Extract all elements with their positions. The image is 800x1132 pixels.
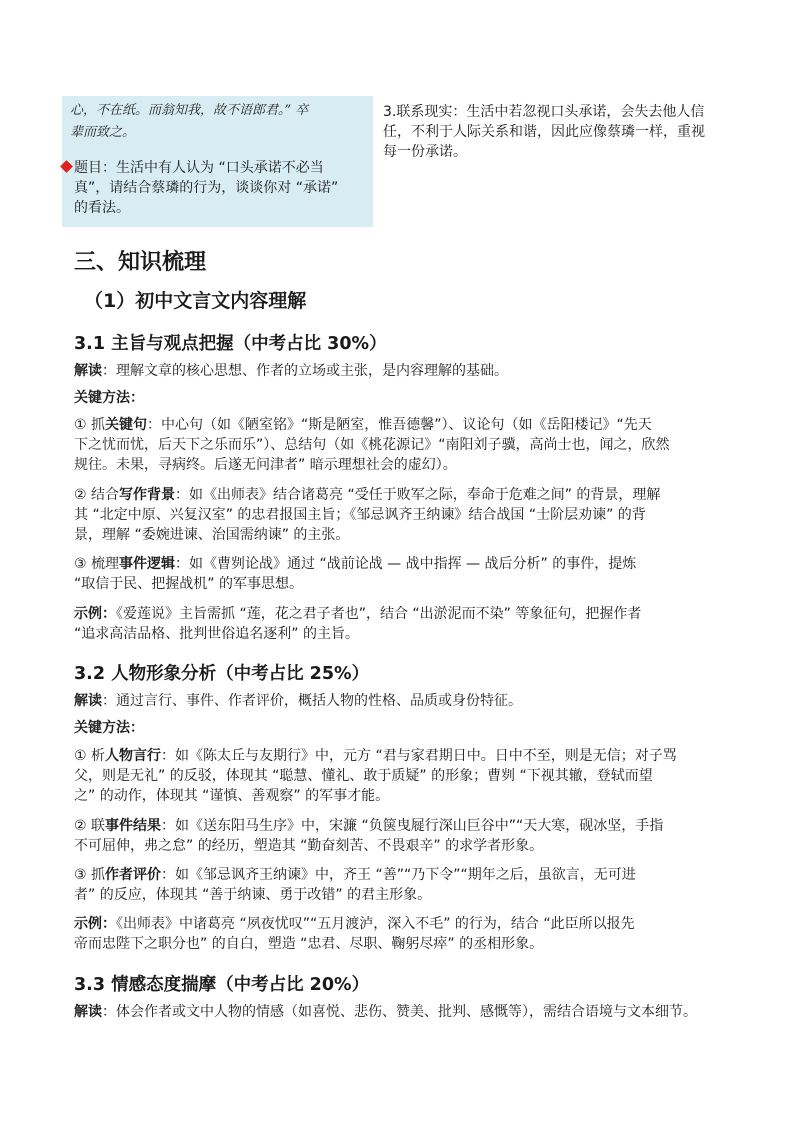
method-line: 父，则是无礼” 的反驳，体现其 “聪慧、懂礼、敢于质疑” 的形象；曹刿 “下视其辙，登轼而望: [74, 768, 653, 784]
method-text: ：如《陈太丘与友期行》中，元方 “君与家君期日中。日中不至，则是无信；对子骂: [161, 748, 677, 764]
method-line: 者” 的反应，体现其 “善于纳谏、勇于改错” 的君主形象。: [74, 887, 432, 903]
right-text-line: 3.联系现实：生活中若忽视口头承诺，会失去他人信: [383, 104, 705, 120]
jiedu-line: [74, 361, 508, 381]
methods-label: 关键方法：: [74, 720, 144, 736]
example-label: 示例：: [74, 606, 116, 622]
jiedu-text: ：通过言行、事件、作者评价，概括人物的性格、品质或身份特征。: [102, 693, 522, 709]
jiedu-text: ：体会作者或文中人物的情感（如喜悦、悲伤、赞美、批判、感慨等），需结合语境与文本细节。: [102, 1004, 697, 1020]
quote-box: [62, 96, 373, 227]
heading-3-3: 3.3 情感态度揣摩（中考占比 20%）: [74, 975, 370, 995]
method-prefix: ② 结合: [74, 487, 120, 503]
method-line: 景，理解 “委婉进谏、治国需纳谏” 的主张。: [74, 527, 350, 543]
method-prefix: ③ 抓: [74, 867, 106, 883]
heading-3-2: 3.2 人物形象分析（中考占比 25%）: [74, 664, 370, 684]
question-text: 真”，请结合蔡璘的行为，谈谈你对 “承诺”: [74, 180, 339, 196]
jiedu-label: 解读: [74, 1004, 102, 1020]
method-text: ：如《出师表》结合诸葛亮 “受任于败军之际，奉命于危难之间” 的背景，理解: [175, 487, 661, 503]
methods-label: 关键方法：: [74, 390, 144, 406]
method-prefix: ① 析: [74, 748, 106, 764]
method-prefix: ① 抓: [74, 417, 106, 433]
jiedu-line: [74, 1002, 697, 1022]
example-line: “追求高洁品格、批判世俗追名逐利” 的主旨。: [74, 626, 359, 642]
method-keyword: 关键句: [105, 417, 148, 433]
method-text: ：中心句（如《陋室铭》“斯是陋室，惟吾德馨”）、议论句（如《岳阳楼记》“先天: [147, 417, 652, 433]
heading-3-1: 3.1 主旨与观点把握（中考占比 30%）: [74, 334, 387, 354]
method-line: 不可屈伸，弗之怠” 的经历，塑造其 “勤奋刻苦、不畏艰辛” 的求学者形象。: [74, 838, 544, 854]
method-text: ：如《曹刿论战》通过 “战前论战 — 战中指挥 — 战后分析” 的事件，提炼: [175, 556, 637, 572]
jiedu-label: 解读: [74, 693, 102, 709]
method-line: “取信于民、把握战机” 的军事思想。: [74, 576, 303, 592]
example-line: [74, 914, 635, 934]
right-text-line: 每一份承诺。: [383, 144, 467, 160]
method-keyword: 写作背景: [119, 487, 176, 503]
example-text: 《出师表》中诸葛亮 “夙夜忧叹”“五月渡泸，深入不毛” 的行为，结合 “此臣所以报先: [116, 916, 635, 932]
jiedu-label: 解读: [74, 363, 102, 379]
method-line: 下之忧而忧，后天下之乐而乐”）、总结句（如《桃花源记》“南阳刘子骥，高尚士也，闻之，欣然: [74, 437, 670, 453]
question-text: 的看法。: [74, 200, 130, 216]
method-line: 其 “北定中原、兴复汉室” 的忠君报国主旨；《邹忌讽齐王纳谏》结合战国 “士阶层劝谏” 的背: [74, 507, 646, 523]
method-prefix: ② 联: [74, 818, 106, 834]
section-title: 三、知识梳理: [74, 250, 207, 275]
method-line: [74, 746, 677, 766]
example-label: 示例：: [74, 916, 116, 932]
method-text: ：如《邹忌讽齐王纳谏》中，齐王 “善”“乃下令”“期年之后，虽欲言，无可进: [161, 867, 636, 883]
diamond-bullet-icon: [60, 160, 73, 173]
method-keyword: 作者评价: [105, 867, 162, 883]
method-keyword: 事件逻辑: [119, 556, 176, 572]
quote-line: 辈而致之。: [70, 125, 136, 140]
question-row: [62, 158, 373, 178]
method-line: [74, 415, 652, 435]
jiedu-line: [74, 691, 522, 711]
subsection-title: （1）初中文言文内容理解: [84, 290, 307, 312]
method-line: [74, 816, 663, 836]
method-line: [74, 865, 636, 885]
method-line: [74, 554, 636, 574]
method-keyword: 事件结果: [105, 818, 162, 834]
method-line: 之” 的动作，体现其 “谨慎、善观察” 的军事才能。: [74, 788, 390, 804]
method-line: [74, 485, 660, 505]
method-prefix: ③ 梳理: [74, 556, 120, 572]
right-text-line: 任，不利于人际关系和谐，因此应像蔡璘一样，重视: [383, 124, 705, 140]
example-text: 《爱莲说》主旨需抓 “莲，花之君子者也”，结合 “出淤泥而不染” 等象征句，把握作者: [116, 606, 642, 622]
example-line: [74, 604, 641, 624]
method-keyword: 人物言行: [105, 748, 162, 764]
example-line: 帝而忠陛下之职分也” 的自白，塑造 “忠君、尽职、鞠躬尽瘁” 的丞相形象。: [74, 936, 544, 952]
quote-line: 心，不在纸。而翁知我，故不语郎君。” 卒: [70, 103, 309, 118]
jiedu-text: ：理解文章的核心思想、作者的立场或主张，是内容理解的基础。: [102, 363, 508, 379]
question-text: 生活中有人认为 “口头承诺不必当: [116, 160, 324, 176]
method-text: ：如《送东阳马生序》中，宋濂 “负箧曳屣行深山巨谷中”“天大寒，砚冰坚，手指: [161, 818, 664, 834]
question-label: 题目：: [74, 160, 116, 176]
method-line: 规往。未果，寻病终。后遂无问津者” 暗示理想社会的虚幻）。: [74, 457, 457, 473]
